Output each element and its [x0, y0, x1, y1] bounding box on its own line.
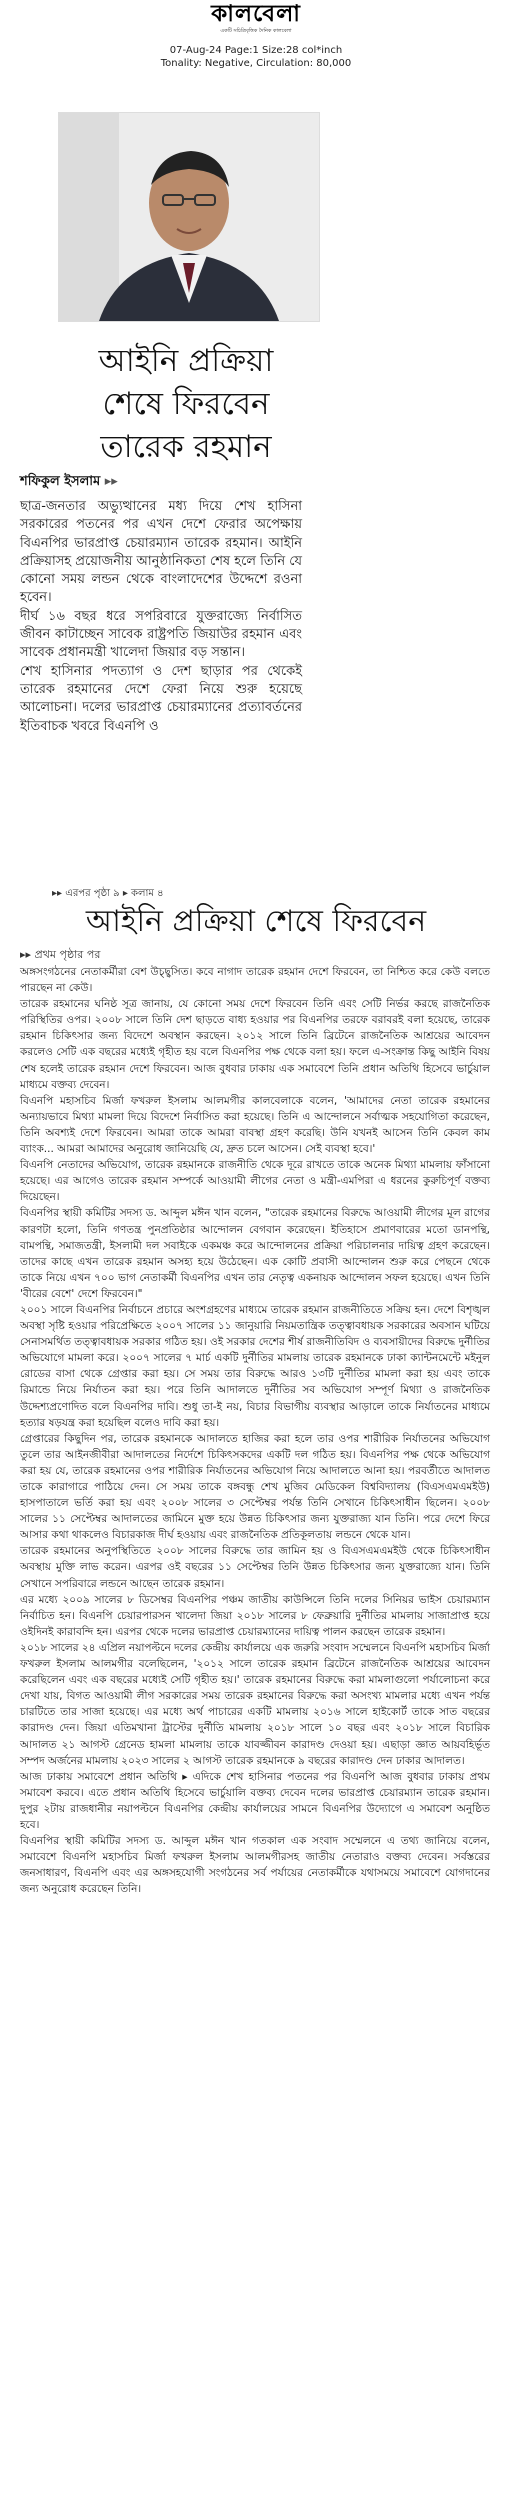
body-paragraph: বিএনপির স্থায়ী কমিটির সদস্য ড. আব্দুল মঈন খান বলেন, "তারেক রহমানের বিরুদ্ধে আওয়ামী লীগের মূল রাগের কারণটা হলো, তিনি গণতন্ত্র পুনপ্রতিষ্ঠার আন্দোলন বেগবান করেছেন। ইতিহাসে প্রমাণবারের মতো ডানপন্থি, বামপন্থি, সমাজতন্ত্রী, ইসলামী দল সবাইকে একমঞ্চ করে আন্দোলনের প্রক্রিয়া পরিচালনার দায়িত্ব গ্রহণ করেছেন। তাদের কাছে এখন তারেক রহমান অসহ্য হয়ে উঠেছেন। এক কোটি প্রবাসী আন্দোলন শুরু করে পেছনে থেকে তাকে নিয়ে এখন ৭০০ ভাগ নেতাকর্মী বিএনপির এখন তার নেতৃত্ব একনায়ক আন্দোলন সফল হয়েছে। এখন তিনি 'বীরের বেশে' দেশে ফিরবেন।"	[20, 1207, 490, 1300]
portrait-photo	[58, 112, 320, 322]
body-paragraph: গ্রেপ্তারের কিছুদিন পর, তারেক রহমানকে আদালতে হাজির করা হলে তার ওপর শারীরিক নির্যাতনের অভিযোগ তুলে তার আইনজীবীরা আদালতের নির্দেশে চিকিৎসকদের একটি দল গঠিত হয়। বিএনপির পক্ষ থেকে অভিযোগ করা হয় যে, তারেক রহমানের ওপর শারীরিক নির্যাতনের অভিযোগ নিয়ে আদালতে আনা হয়। পরবর্তীতে আদালত তাকে কারাগারে পাঠিয়ে দেন। সে সময় তাকে বঙ্গবন্ধু শেখ মুজিব মেডিকেল বিশ্ববিদ্যালয় (বিএসএমএমইউ) হাসপাতালে ভর্তি করা হয় এবং ২০০৮ সালের ৩ সেপ্টেম্বর পর্যন্ত তিনি সেখানে চিকিৎসাধীন ছিলেন। ২০০৮ সালের ১১ সেপ্টেম্বর আদালতের জামিনে মুক্ত হয়ে উন্নত চিকিৎসার জন্য যুক্তরাজ্য যান তিনি। পরে দেশে ফিরে আসার কথা থাকলেও বিচারকাজ দীর্ঘ হওয়ায় এবং রাজনৈতিক প্রতিকূলতায় লন্ডনে থেকে যান।	[20, 1432, 490, 1542]
body-paragraph: আজ ঢাকায় সমাবেশে প্রধান অতিথি ▸ এদিকে শেখ হাসিনার পতনের পর বিএনপি আজ বুধবার ঢাকায় প্রথম সমাবেশ করবে। এতে প্রধান অতিথি হিসেবে ভার্চুয়ালি বক্তব্য দেবেন দলের ভারপ্রাপ্ত চেয়ারম্যান তারেক রহমান। দুপুর ২টায় রাজধানীর নয়াপল্টনে বিএনপির কেন্দ্রীয় কার্যালয়ের সামনে বিএনপির উদ্যোগে এ সমাবেশ অনুষ্ঠিত হবে।	[20, 1770, 490, 1831]
masthead	[0, 0, 512, 40]
article-jump-body	[20, 964, 490, 1897]
clipping-meta-line1: 07-Aug-24 Page:1 Size:28 col*inch	[169, 45, 343, 56]
body-paragraph: বিএনপি নেতাদের অভিযোগ, তারেক রহমানকে রাজনীতি থেকে দূরে রাখতে তাকে অনেক মিথ্যা মামলায় ফাঁসানো হয়েছে। এর আগেও তারেক রহমান সম্পর্কে আওয়ামী লীগের নেতা ও মন্ত্রী-এমপিরা এ ধরনের কুরুচিপূর্ণ বক্তব্য দিয়েছেন।	[20, 1159, 490, 1204]
headline-line: তারেক রহমান	[100, 429, 272, 465]
byline	[20, 472, 118, 493]
clipping-meta-line2: Tonality: Negative, Circulation: 80,000	[160, 58, 352, 69]
headline-line: শেষে ফিরবেন	[102, 386, 270, 422]
jump-headline: আইনি প্রক্রিয়া শেষে ফিরবেন	[85, 904, 427, 939]
body-paragraph: তারেক রহমানের ঘনিষ্ঠ সূত্র জানায়, যে কোনো সময় দেশে ফিরবেন তিনি এবং সেটি নির্ভর করছে রাজনৈতিক পরিস্থিতির ওপর। ২০০৮ সালে তিনি দেশ ছাড়তে বাধ্য হওয়ার পর বিএনপির তরফে বরাবরই বলা হয়েছে, তারেক রহমান চিকিৎসার জন্য বিদেশে অবস্থান করছেন। ২০১২ সালে তিনি ব্রিটেনে রাজনৈতিক আশ্রয়ের আবেদন করলেও সেটি এক বছরের মধ্যেই গৃহীত হয় বলে বিএনপির পক্ষ থেকে বলা হয়। ফলে এ-সংক্রান্ত কিছু আইনি বিষয় শেষ হলেই তারেক রহমান দেশে ফিরবেন। আজ বুধবার ঢাকায় এক সমাবেশে তিনি প্রধান অতিথি হিসেবে ভার্চুয়াল মাধ্যমে বক্তব্য দেবেন।	[20, 998, 490, 1091]
body-paragraph: বিএনপির স্থায়ী কমিটির সদস্য ড. আব্দুল মঈন খান গতকাল এক সংবাদ সম্মেলনে এ তথ্য জানিয়ে বলেন, সমাবেশে বিএনপি মহাসচিব মির্জা ফখরুল ইসলাম আলমগীরসহ জাতীয় নেতারাও বক্তব্য দেবেন। সর্বস্তরের জনসাধারণ, বিএনপি এবং এর অঙ্গসহযোগী সংগঠনের সর্ব পর্যায়ের নেতাকর্মীকে যথাসময়ে সমাবেশে যোগদানের জন্য অনুরোধ করেছেন তিনি।	[20, 1835, 490, 1896]
clipping-meta	[0, 44, 512, 70]
byline-author: শফিকুল ইসলাম	[20, 474, 101, 489]
body-paragraph: এর মধ্যে ২০০৯ সালের ৮ ডিসেম্বর বিএনপির পঞ্চম জাতীয় কাউন্সিলে তিনি দলের সিনিয়র ভাইস চেয়ারম্যান নির্বাচিত হন। বিএনপি চেয়ারপারসন খালেদা জিয়া ২০১৮ সালের ৮ ফেব্রুয়ারি দুর্নীতির মামলায় সাজাপ্রাপ্ত হয়ে ওইদিনই কারাবন্দি হন। এরপর থেকে দলের ভারপ্রাপ্ত চেয়ারম্যানের দায়িত্ব পালন করছেন তারেক রহমান।	[20, 1593, 490, 1638]
headline-line: আইনি প্রক্রিয়া	[98, 343, 274, 379]
article-lead-column	[20, 498, 302, 736]
lead-paragraph: ছাত্র-জনতার অভ্যুত্থানের মধ্য দিয়ে শেখ হাসিনা সরকারের পতনের পর এখন দেশে ফেরার অপেক্ষায় বিএনপির ভারপ্রাপ্ত চেয়ারম্যান তারেক রহমান। আইনি প্রক্রিয়াসহ প্রয়োজনীয় আনুষ্ঠানিকতা শেষ হলে তিনি যে কোনো সময় লন্ডন থেকে বাংলাদেশের উদ্দেশে রওনা হবেন।	[20, 499, 302, 606]
lead-paragraph: দীর্ঘ ১৬ বছর ধরে সপরিবারে যুক্তরাজ্যে নির্বাসিত জীবন কাটাচ্ছেন সাবেক রাষ্ট্রপতি জিয়াউর রহমান এবং সাবেক প্রধানমন্ত্রী খালেদা জিয়ার বড় সন্তান।	[20, 608, 302, 661]
body-paragraph: ২০০১ সালে বিএনপির নির্বাচনে প্রচারে অংশগ্রহণের মাধ্যমে তারেক রহমান রাজনীতিতে সক্রিয় হন। দেশে বিশৃঙ্খল অবস্থা সৃষ্টি হওয়ার পরিপ্রেক্ষিতে ২০০৭ সালের ১১ জানুয়ারি নিয়মতান্ত্রিক তত্ত্বাবধায়ক সরকারের অবসান ঘটিয়ে সেনাসমর্থিত তত্ত্বাবধায়ক সরকার গঠিত হয়। ওই সরকার দেশের শীর্ষ রাজনীতিবিদ ও ব্যবসায়ীদের বিরুদ্ধে দুর্নীতির অভিযোগে মামলা করে। ২০০৭ সালের ৭ মার্চ একটি দুর্নীতির মামলায় তারেক রহমানকে ঢাকা ক্যান্টনমেন্টে মইনুল রোডের বাসা থেকে গ্রেপ্তার করা হয়। সে সময় তার বিরুদ্ধে আরও ১৩টি দুর্নীতির মামলা করা হয় এবং তাকে রিমান্ডে নিয়ে নির্যাতন করা হয়। পরে তিনি আদালতে দুর্নীতির সব অভিযোগ সম্পূর্ণ মিথ্যা ও রাজনৈতিক উদ্দেশ্যপ্রণোদিত বলে বিএনপির দাবি। শুধু তা-ই নয়, বিচার বিভাগীয় ব্যবস্থার আড়ালে তাকে নির্যাতনের মাধ্যমে হত্যার ষড়যন্ত্র করা হয়েছিল বলেও দাবি করা হয়।	[20, 1303, 490, 1429]
continued-on-page: ▸▸ এরপর পৃষ্ঠা ৯ ▸ কলাম ৪	[52, 888, 164, 899]
byline-arrow-icon: ▸▸	[104, 474, 118, 489]
article-headline	[36, 340, 336, 469]
newspaper-tagline: একটি সচিত্রিবৃত্তিক দৈনিক কালবেলা	[220, 28, 292, 34]
body-paragraph: অঙ্গসংগঠনের নেতাকর্মীরা বেশ উচ্ছ্বসিত। কবে নাগাদ তারেক রহমান দেশে ফিরবেন, তা নিশ্চিত করে কেউ বলতে পারছেন না কেউ।	[20, 966, 490, 995]
body-paragraph: বিএনপি মহাসচিব মির্জা ফখরুল ইসলাম আলমগীর কালবেলাকে বলেন, 'আমাদের নেতা তারেক রহমানের অন্যায়ভাবে মিথ্যা মামলা দিয়ে বিদেশে নির্বাসিত করা হয়েছে। তিনি এ আন্দোলনে সর্বাত্মক সহযোগিতা করেছেন, তিনি অবশ্যই দেশে ফিরবেন। আমরা তাকে আমরা বাবস্থা গ্রহণ করেছি। উনি যখনই আসেন তিনি কেবল কাম ব্যাংক... আমরা আমাদের অনুরোধ জানিয়েছি যে, দ্রুত চলে আসেন। সেই ব্যবস্থা হবে।'	[20, 1094, 490, 1156]
continued-from-first-page: ▸▸ প্রথম পৃষ্ঠার পর	[20, 948, 101, 961]
newspaper-logo: কালবেলা	[211, 0, 301, 27]
lead-paragraph: শেখ হাসিনার পদত্যাগ ও দেশ ছাড়ার পর থেকেই তারেক রহমানের দেশে ফেরা নিয়ে শুরু হয়েছে আলোচনা। দলের ভারপ্রাপ্ত চেয়ারম্যানের প্রত্যাবর্তনের ইতিবাচক খবরে বিএনপি ও	[20, 663, 302, 734]
body-paragraph: তারেক রহমানের অনুপস্থিতিতে ২০০৮ সালের বিরুদ্ধে তার জামিন হয় ও বিএসএমএমইউ থেকে চিকিৎসাধীন অবস্থায় মুক্তি লাভ করেন। এরপর ওই বছরের ১১ সেপ্টেম্বর তিনি উন্নত চিকিৎসার জন্য যুক্তরাজ্যে যান। তিনি সেখানে সপরিবারে লন্ডনে আছেন তারেক রহমান।	[20, 1545, 490, 1590]
portrait-illustration	[59, 113, 319, 321]
body-paragraph: ২০১৮ সালের ২৪ এপ্রিল নয়াপল্টনে দলের কেন্দ্রীয় কার্যালয়ে এক জরুরি সংবাদ সম্মেলনে বিএনপি মহাসচিব মির্জা ফখরুল ইসলাম আলমগীর বলেছিলেন, '২০১২ সালে তারেক রহমান ব্রিটেনে রাজনৈতিক আশ্রয়ের আবেদন করেছিলেন এবং এক বছরের মধ্যেই সেটি গৃহীত হয়।' তারেক রহমানের বিরুদ্ধে করা মামলাগুলো পর্যালোচনা করে দেখা যায়, বিগত আওয়ামী লীগ সরকারের সময় তারেক রহমানের বিরুদ্ধে করা অসংখ্য মামলার মধ্যে এখন পর্যন্ত চারটিতে তার সাজা হয়েছে। এর মধ্যে অর্থ পাচারের একটি মামলায় ২০১৬ সালে হাইকোর্ট তাকে সাত বছরের কারাদণ্ড দেন। জিয়া এতিমখানা ট্রাস্টের দুর্নীতি মামলায় ২০১৮ সালে ১০ বছর এবং ২০১৮ সালে বিচারিক আদালত ২১ আগস্ট গ্রেনেড হামলা মামলায় তাকে যাবজ্জীবন কারাদণ্ড দেওয়া হয়। এছাড়া জ্ঞাত আয়বহির্ভূত সম্পদ অর্জনের মামলায় ২০২৩ সালের ২ আগস্ট তারেক রহমানকে ৯ বছরের কারাদণ্ড দেন ঢাকার আদালত।	[20, 1641, 490, 1767]
